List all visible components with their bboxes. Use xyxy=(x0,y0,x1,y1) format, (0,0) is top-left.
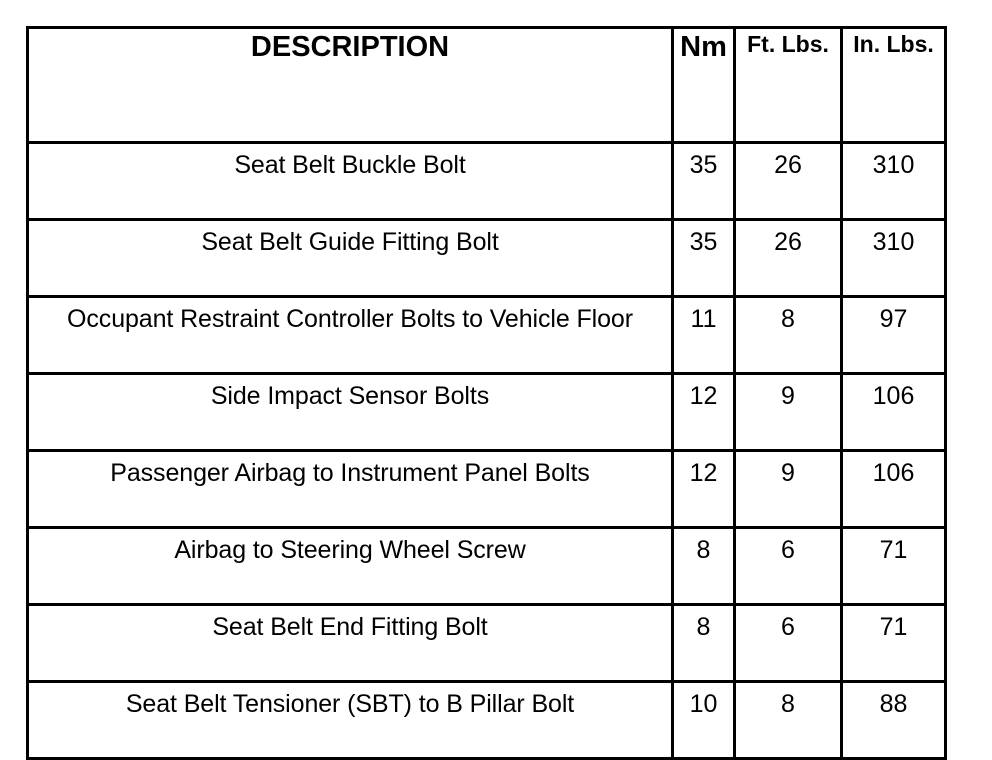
in-lbs-cell: 310 xyxy=(842,143,946,220)
in-lbs-cell: 310 xyxy=(842,220,946,297)
in-lbs-cell: 97 xyxy=(842,297,946,374)
in-lbs-cell: 71 xyxy=(842,528,946,605)
torque-spec-table xyxy=(26,26,947,760)
table-row xyxy=(28,374,946,451)
header-ft-lbs: Ft. Lbs. xyxy=(735,28,842,143)
table-row xyxy=(28,682,946,759)
header-row xyxy=(28,28,946,143)
nm-cell: 35 xyxy=(673,220,735,297)
description-cell: Seat Belt Tensioner (SBT) to B Pillar Bolt xyxy=(28,682,673,759)
description-cell: Side Impact Sensor Bolts xyxy=(28,374,673,451)
description-cell: Seat Belt End Fitting Bolt xyxy=(28,605,673,682)
description-cell: Seat Belt Buckle Bolt xyxy=(28,143,673,220)
table-row xyxy=(28,451,946,528)
in-lbs-cell: 106 xyxy=(842,374,946,451)
header-in-lbs: In. Lbs. xyxy=(842,28,946,143)
in-lbs-cell: 106 xyxy=(842,451,946,528)
table-row xyxy=(28,605,946,682)
in-lbs-cell: 88 xyxy=(842,682,946,759)
header-nm: Nm xyxy=(673,28,735,143)
ft-lbs-cell: 8 xyxy=(735,682,842,759)
ft-lbs-cell: 26 xyxy=(735,143,842,220)
table-header xyxy=(28,28,946,143)
table-body xyxy=(28,143,946,759)
in-lbs-cell: 71 xyxy=(842,605,946,682)
nm-cell: 12 xyxy=(673,374,735,451)
description-cell: Passenger Airbag to Instrument Panel Bolts xyxy=(28,451,673,528)
nm-cell: 8 xyxy=(673,528,735,605)
ft-lbs-cell: 26 xyxy=(735,220,842,297)
table-row xyxy=(28,528,946,605)
nm-cell: 11 xyxy=(673,297,735,374)
header-description: DESCRIPTION xyxy=(28,28,673,143)
table-row xyxy=(28,220,946,297)
ft-lbs-cell: 9 xyxy=(735,451,842,528)
nm-cell: 10 xyxy=(673,682,735,759)
table-row xyxy=(28,143,946,220)
description-cell: Occupant Restraint Controller Bolts to Vehicle Floor xyxy=(28,297,673,374)
ft-lbs-cell: 6 xyxy=(735,605,842,682)
ft-lbs-cell: 6 xyxy=(735,528,842,605)
nm-cell: 35 xyxy=(673,143,735,220)
ft-lbs-cell: 8 xyxy=(735,297,842,374)
nm-cell: 12 xyxy=(673,451,735,528)
nm-cell: 8 xyxy=(673,605,735,682)
table-row xyxy=(28,297,946,374)
description-cell: Seat Belt Guide Fitting Bolt xyxy=(28,220,673,297)
ft-lbs-cell: 9 xyxy=(735,374,842,451)
description-cell: Airbag to Steering Wheel Screw xyxy=(28,528,673,605)
